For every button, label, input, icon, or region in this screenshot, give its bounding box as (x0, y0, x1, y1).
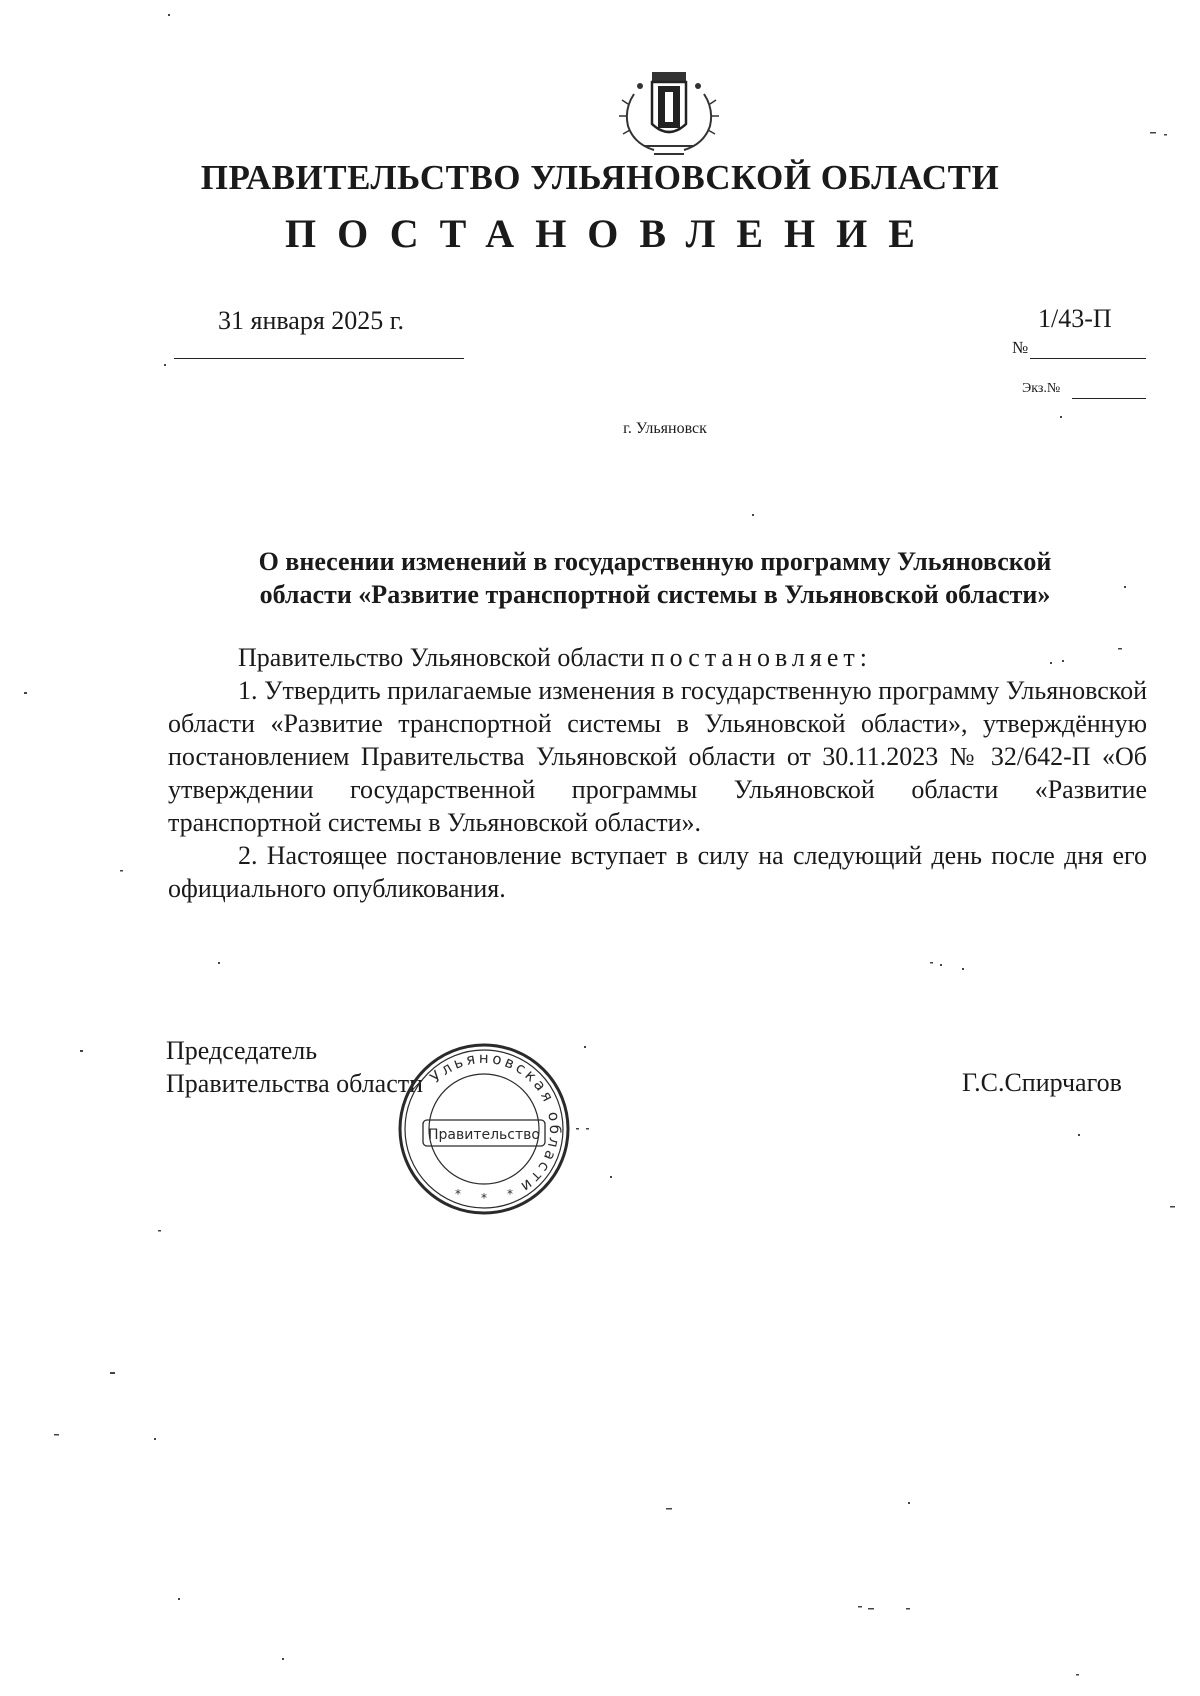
stamp-star-icon: * (507, 1187, 513, 1201)
document-number: 1/43-П (1038, 304, 1112, 333)
signer-title (166, 1034, 423, 1100)
item-1: 1. Утвердить прилагаемые изменения в государственную программу Ульяновской области «Развитие транспортной системы в Ульяновской области», утверждённую постановлением Правительства Ульяновской области от 30.11.2023 № 32/642-П «Об утверждении государственной программы Ульяновской области «Развитие транспортной системы в Ульяновской области». (168, 676, 1147, 837)
document-body (168, 641, 1147, 905)
intro-paragraph (168, 641, 1147, 674)
document-type: ПОСТАНОВЛЕНИЕ (285, 211, 936, 256)
signer-title-line-1: Председатель (166, 1036, 318, 1065)
date-underline (174, 358, 464, 359)
stamp-outer-text: Ульяновская области (426, 1048, 565, 1198)
heading-line-2: области «Развитие транспортной системы в Ульяновской области» (259, 580, 1051, 609)
signer-title-line-2: Правительства области (166, 1069, 424, 1098)
document-date: 31 января 2025 г. (218, 306, 405, 335)
city: г. Ульяновск (623, 420, 707, 437)
heading-line-1: О внесении изменений в государственную программу Ульяновской (258, 547, 1052, 576)
stamp-star-icon: * (481, 1191, 487, 1205)
stamp-star-icon: * (455, 1187, 461, 1201)
stamp-center-text: Правительство (428, 1127, 540, 1143)
item-2: 2. Настоящее постановление вступает в силу на следующий день после дня его официального опубликования. (168, 841, 1147, 903)
official-stamp (395, 1040, 573, 1218)
number-label: № (1012, 338, 1029, 357)
government-title: ПРАВИТЕЛЬСТВО УЛЬЯНОВСКОЙ ОБЛАСТИ (200, 158, 1000, 197)
signer-name: Г.С.Спирчагов (962, 1068, 1122, 1097)
document-heading (200, 545, 1110, 611)
intro-prefix: Правительство Ульяновской области (238, 643, 645, 672)
copy-number-underline (1072, 398, 1146, 399)
number-underline (1030, 358, 1146, 359)
copy-number-label: Экз.№ (1022, 381, 1061, 396)
intro-verb: постановляет: (650, 643, 872, 672)
coat-of-arms-emblem (614, 64, 724, 159)
